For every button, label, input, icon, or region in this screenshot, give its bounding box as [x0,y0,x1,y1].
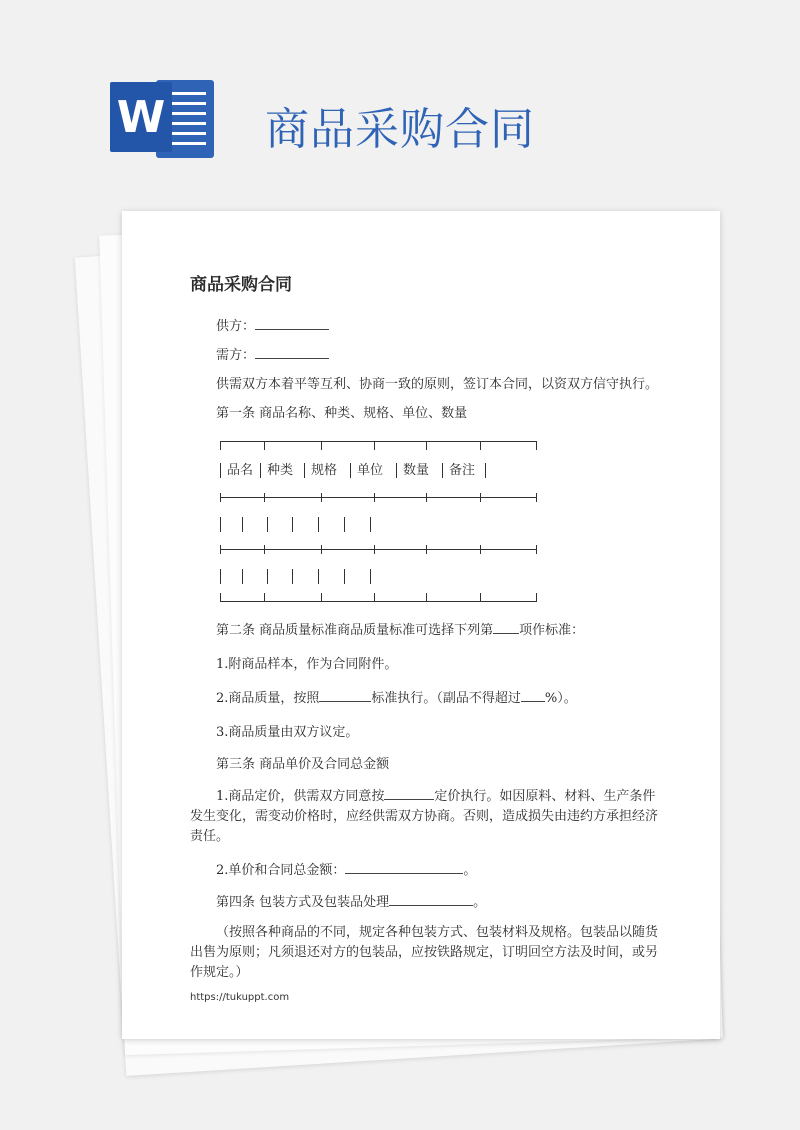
article-2-heading: 第二条 商品质量标准商品质量标准可选择下列第 项作标准： [216,623,585,638]
intro-paragraph: 供需双方本着平等互利、协商一致的原则，签订本合同，以资双方信守执行。 [216,377,659,392]
table-rule [220,497,536,498]
article-3-item-2: 2.单价和合同总金额： 。 [216,863,477,878]
article-1-heading: 第一条 商品名称、种类、规格、单位、数量 [216,406,468,421]
document-title: 商品采购合同 [190,275,292,295]
table-header-type: 种类 [267,463,294,478]
buyer-label: 需方： [216,348,256,363]
table-header-remarks: 备注 [449,463,476,478]
table-rule [220,601,536,602]
supplier-label: 供方： [216,319,256,334]
article-4-text: （按照各种商品的不同，规定各种包装方式、包装材料及规格。包装品以随货出售为原则；凡须退还对方的包装品，应按铁路规定，订明回空方法及时间，或另作规定。） [190,925,659,980]
table-header-quantity: 数量 [403,463,430,478]
article-2-item-2: 2.商品质量，按照 标准执行。（副品不得超过 %）。 [216,691,577,706]
word-icon [110,80,214,158]
footer-url: https://tukuppt.com [190,992,290,1003]
supplier-blank [255,317,329,330]
document-page [122,211,720,1039]
buyer-blank [255,346,329,359]
article-3-heading: 第三条 商品单价及合同总金额 [216,757,390,772]
table-rule [220,441,536,442]
table-header-spec: 规格 [311,463,338,478]
word-letter-badge: W [110,82,172,152]
article-3-item-1: 1.商品定价，供需双方同意按 定价执行。如因原料、材料、生产条件发生变化，需变动价格时，应经供需双方协商。否则，造成损失由违约方承担经济责任。 [190,789,659,844]
table-header-unit: 单位 [357,463,384,478]
banner-title: 商品采购合同 [265,104,535,155]
product-table [190,433,666,611]
table-rule [220,549,536,550]
document-content [190,275,666,992]
article-2-item-1: 1.附商品样本，作为合同附件。 [216,657,398,672]
article-4-heading: 第四条 包装方式及包装品处理 。 [216,895,487,910]
supplier-line [190,317,666,337]
buyer-line [190,346,666,366]
table-header-name: 品名 [227,463,254,478]
article-2-item-3: 3.商品质量由双方议定。 [216,725,359,740]
